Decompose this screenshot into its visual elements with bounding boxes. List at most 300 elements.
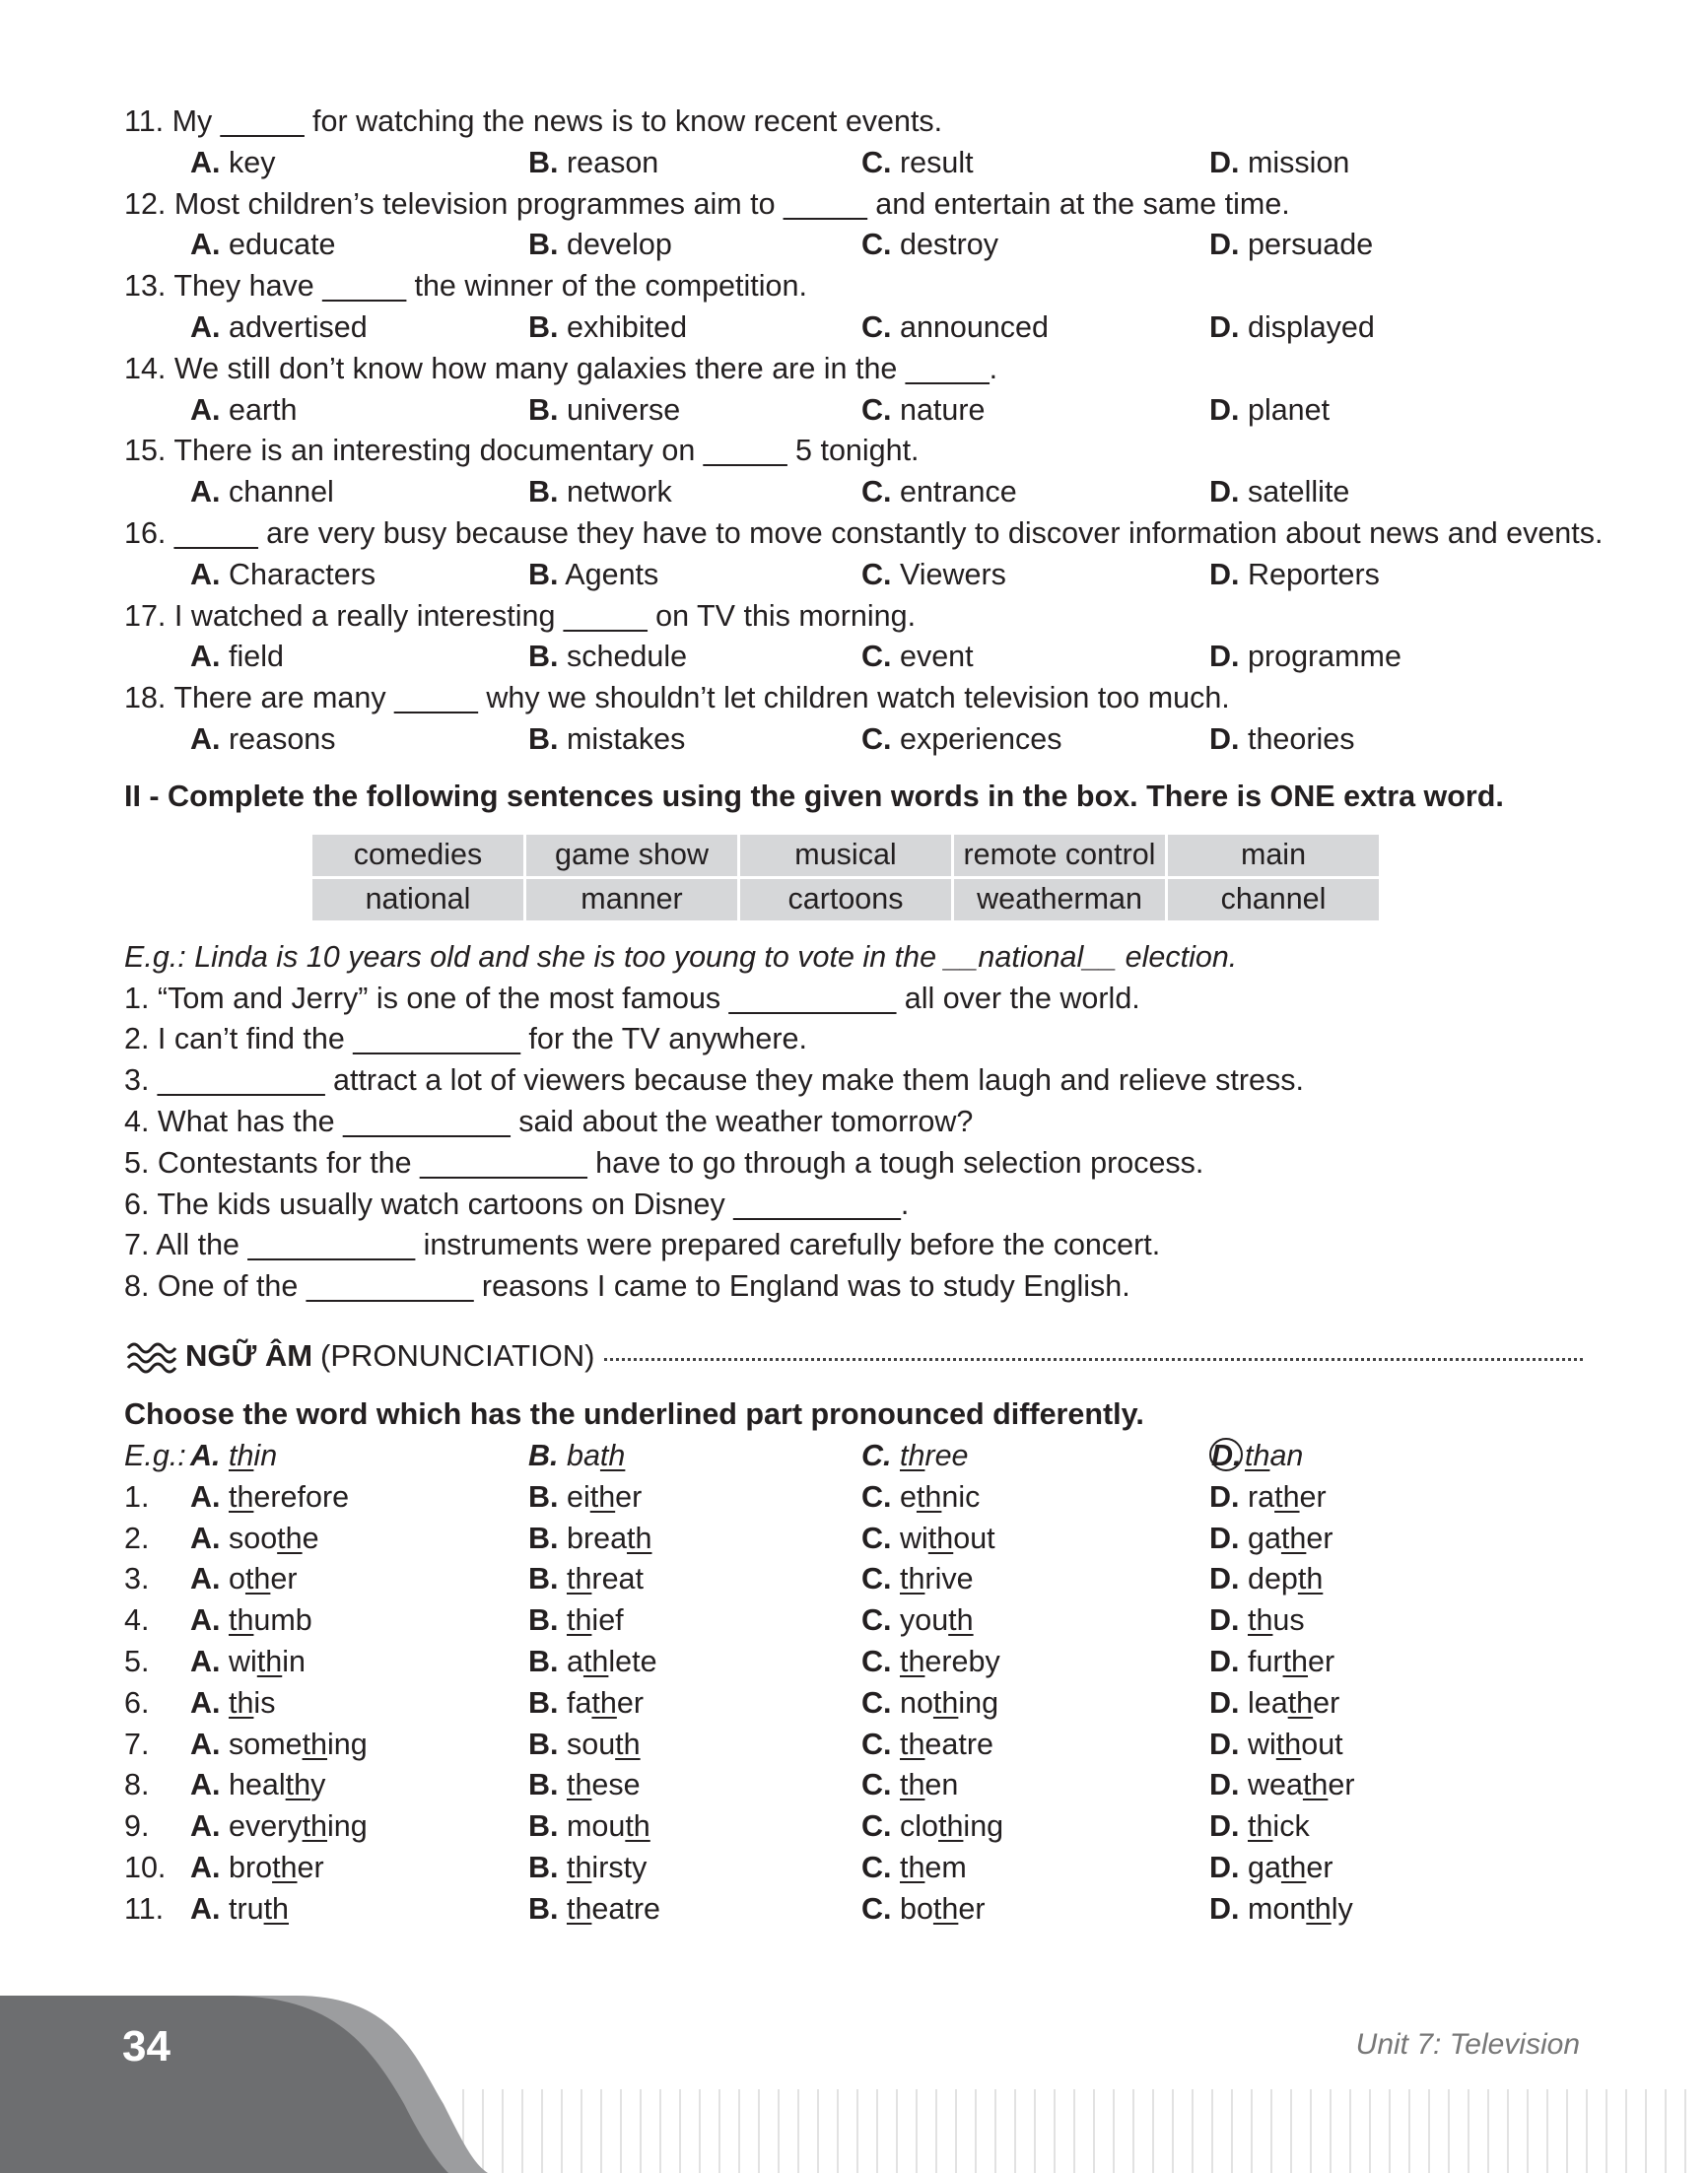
option-letter: A. bbox=[190, 1768, 221, 1802]
section-2-example: E.g.: Linda is 10 years old and she is too young to vote in the __national__ election. bbox=[124, 939, 1238, 974]
option-word bbox=[900, 1809, 1003, 1843]
word-part: ly bbox=[1331, 1891, 1353, 1926]
footer-band bbox=[0, 1996, 1708, 2173]
option-text: experiences bbox=[899, 721, 1062, 756]
word-part: er bbox=[1313, 1685, 1340, 1720]
option-text: network bbox=[566, 475, 672, 509]
option-d bbox=[1209, 1848, 1332, 1889]
option-word bbox=[1248, 1522, 1333, 1555]
underlined-part: th bbox=[599, 1438, 626, 1472]
options-row bbox=[124, 143, 1583, 184]
word-box-row bbox=[312, 879, 1379, 920]
item-number: 10. bbox=[124, 1850, 167, 1884]
underlined-part: th bbox=[937, 1809, 964, 1844]
word-part: reat bbox=[591, 1562, 644, 1596]
options-row bbox=[124, 472, 1583, 513]
option-word bbox=[229, 1892, 289, 1926]
option-letter: A. bbox=[190, 721, 221, 756]
option-letter: B. bbox=[528, 1768, 559, 1802]
pronunciation-item bbox=[124, 1519, 1583, 1560]
underlined-part: th bbox=[899, 1644, 925, 1678]
word-part: er bbox=[297, 1850, 324, 1884]
underlined-part: th bbox=[589, 1479, 616, 1514]
option-b bbox=[528, 307, 687, 349]
option-text: Agents bbox=[565, 557, 659, 591]
option-a bbox=[190, 555, 376, 596]
underlined-part: th bbox=[1245, 1438, 1270, 1472]
option-letter: C. bbox=[861, 1644, 892, 1678]
option-letter: D. bbox=[1209, 721, 1240, 756]
sentence-item: 6. The kids usually watch cartoons on Disney __________. bbox=[124, 1187, 910, 1221]
options-row bbox=[124, 225, 1583, 266]
word-box-cell: channel bbox=[1168, 879, 1379, 920]
word-part: er bbox=[1306, 1521, 1333, 1555]
word-part: bro bbox=[228, 1850, 273, 1884]
option-b bbox=[528, 1559, 644, 1600]
option-letter: C. bbox=[861, 1603, 892, 1638]
option-letter: D. bbox=[1209, 475, 1240, 509]
option-d bbox=[1209, 719, 1355, 761]
option-c bbox=[861, 1806, 1003, 1848]
underlined-part: th bbox=[263, 1891, 290, 1926]
pronunciation-item bbox=[124, 1848, 1583, 1889]
word-part: ereby bbox=[924, 1644, 1000, 1678]
option-text: Characters bbox=[228, 557, 376, 591]
option-word bbox=[567, 1562, 644, 1596]
option-d bbox=[1209, 555, 1380, 596]
option-word bbox=[229, 1851, 324, 1884]
word-part: lea bbox=[1247, 1685, 1288, 1720]
option-a bbox=[190, 1642, 306, 1683]
option-letter: D. bbox=[1209, 1891, 1240, 1926]
option-letter: B. bbox=[528, 1891, 559, 1926]
option-d bbox=[1209, 1765, 1355, 1806]
options-row bbox=[124, 637, 1583, 678]
option-word bbox=[229, 1728, 368, 1761]
option-word bbox=[229, 1645, 306, 1678]
option-c bbox=[861, 1559, 974, 1600]
option-letter: A. bbox=[190, 1603, 221, 1638]
option-letter: C. bbox=[861, 721, 892, 756]
option-letter: B. bbox=[528, 1479, 559, 1514]
option-a bbox=[190, 1725, 368, 1766]
option-d bbox=[1209, 143, 1349, 184]
option-word bbox=[900, 1522, 995, 1555]
option-text: theories bbox=[1247, 721, 1355, 756]
word-part: fur bbox=[1247, 1644, 1283, 1678]
item-number: 11. bbox=[124, 1891, 165, 1926]
option-text: advertised bbox=[228, 309, 368, 344]
option-word bbox=[1245, 1439, 1303, 1472]
question-stem: 11. My _____ for watching the news is to know recent events. bbox=[124, 104, 943, 138]
option-c bbox=[861, 472, 1017, 513]
option-word bbox=[229, 1768, 325, 1801]
word-part: rive bbox=[924, 1562, 974, 1596]
dotted-rule bbox=[604, 1358, 1583, 1361]
option-letter: C. bbox=[861, 392, 892, 427]
option-letter: B. bbox=[528, 392, 559, 427]
option-text: planet bbox=[1247, 392, 1331, 427]
pronunciation-subtitle: (PRONUNCIATION) bbox=[320, 1337, 595, 1373]
question-stem: 14. We still don’t know how many galaxies there are in the _____. bbox=[124, 351, 998, 385]
option-text: Reporters bbox=[1247, 557, 1380, 591]
option-text: reason bbox=[566, 145, 659, 179]
option-letter: B. bbox=[528, 1603, 559, 1638]
underlined-part: th bbox=[566, 1603, 592, 1638]
option-word bbox=[1248, 1645, 1334, 1678]
option-c bbox=[861, 555, 1006, 596]
option-a bbox=[190, 1765, 325, 1806]
option-a bbox=[190, 143, 275, 184]
option-letter: B. bbox=[528, 1809, 559, 1844]
answer-circle: D. bbox=[1211, 1438, 1242, 1472]
option-text: universe bbox=[566, 392, 681, 427]
underlined-part: th bbox=[899, 1727, 925, 1761]
word-part: bo bbox=[899, 1891, 933, 1926]
option-word bbox=[229, 1522, 319, 1555]
option-word bbox=[900, 1686, 998, 1720]
word-part: soo bbox=[228, 1521, 278, 1555]
option-letter: D. bbox=[1209, 392, 1240, 427]
sentence-item: 3. __________ attract a lot of viewers because they make them laugh and relieve stress. bbox=[124, 1063, 1304, 1098]
option-text: event bbox=[899, 640, 974, 674]
word-part: tru bbox=[228, 1891, 264, 1926]
option-letter: D. bbox=[1209, 640, 1240, 674]
underlined-part: th bbox=[1280, 1521, 1307, 1555]
word-part: umb bbox=[253, 1603, 312, 1638]
option-b bbox=[528, 1765, 641, 1806]
option-c bbox=[861, 637, 974, 678]
underlined-part: th bbox=[582, 1644, 609, 1678]
option-a bbox=[190, 1559, 298, 1600]
underlined-part: th bbox=[625, 1809, 650, 1844]
word-part: er bbox=[1306, 1850, 1333, 1884]
word-part: ing bbox=[958, 1685, 999, 1720]
option-word bbox=[1248, 1562, 1323, 1596]
option-letter: A. bbox=[190, 1521, 221, 1555]
word-box-cell: cartoons bbox=[740, 879, 951, 920]
option-a bbox=[190, 390, 298, 432]
word-part: er bbox=[958, 1891, 986, 1926]
pronunciation-item bbox=[124, 1889, 1583, 1931]
option-b bbox=[528, 719, 685, 761]
option-d bbox=[1209, 307, 1375, 349]
option-a bbox=[190, 1889, 289, 1931]
word-part: every bbox=[228, 1809, 303, 1844]
word-part: in bbox=[282, 1644, 306, 1678]
option-letter: C. bbox=[861, 1479, 892, 1514]
word-part: irsty bbox=[591, 1850, 648, 1884]
word-part: er bbox=[1308, 1644, 1335, 1678]
option-letter: D. bbox=[1209, 557, 1240, 591]
pronunciation-title: NGỮ ÂM bbox=[185, 1337, 313, 1373]
option-text: mission bbox=[1247, 145, 1350, 179]
option-letter: B. bbox=[528, 145, 559, 179]
option-d bbox=[1209, 1806, 1310, 1848]
option-letter: B. bbox=[528, 1521, 559, 1555]
sentence-item: 1. “Tom and Jerry” is one of the most famous __________ all over the world. bbox=[124, 981, 1140, 1015]
underlined-part: th bbox=[566, 1891, 592, 1926]
option-word bbox=[900, 1603, 974, 1637]
sentence-item: 4. What has the __________ said about the weather tomorrow? bbox=[124, 1104, 974, 1138]
option-b bbox=[528, 1725, 641, 1766]
underlined-part: th bbox=[1275, 1727, 1302, 1761]
word-box-cell: manner bbox=[526, 879, 737, 920]
underlined-part: th bbox=[1274, 1479, 1300, 1514]
option-d bbox=[1209, 637, 1401, 678]
option-letter: A. bbox=[190, 392, 221, 427]
option-letter: D. bbox=[1209, 1644, 1240, 1678]
underlined-part: th bbox=[228, 1685, 254, 1720]
option-c bbox=[861, 1477, 980, 1519]
option-b bbox=[528, 1889, 660, 1931]
option-text: channel bbox=[228, 475, 334, 509]
option-letter: B. bbox=[528, 309, 559, 344]
option-c bbox=[861, 390, 985, 432]
underlined-part: th bbox=[1302, 1768, 1329, 1802]
option-text: destroy bbox=[899, 228, 999, 262]
underlined-part: th bbox=[272, 1850, 298, 1884]
option-d bbox=[1209, 1642, 1334, 1683]
option-letter: B. bbox=[528, 721, 559, 756]
example-option-a bbox=[190, 1436, 277, 1477]
option-letter: C. bbox=[861, 1768, 892, 1802]
word-part: ing bbox=[327, 1727, 368, 1761]
underlined-part: th bbox=[1297, 1562, 1324, 1596]
word-part: wi bbox=[228, 1644, 257, 1678]
option-word bbox=[567, 1728, 641, 1761]
option-word bbox=[1248, 1480, 1327, 1514]
option-word bbox=[900, 1480, 980, 1514]
underlined-part: th bbox=[566, 1768, 592, 1802]
option-b bbox=[528, 143, 658, 184]
word-part: ing bbox=[327, 1809, 368, 1844]
option-word bbox=[567, 1768, 641, 1801]
option-word bbox=[1248, 1728, 1343, 1761]
option-letter: C. bbox=[861, 1562, 892, 1596]
word-part: em bbox=[924, 1850, 967, 1884]
item-number: 1. bbox=[124, 1479, 150, 1514]
option-letter: A. bbox=[190, 145, 221, 179]
underlined-part: th bbox=[228, 1479, 254, 1514]
underlined-part: th bbox=[302, 1809, 328, 1844]
underlined-part: th bbox=[899, 1850, 925, 1884]
option-b bbox=[528, 472, 672, 513]
word-part: out bbox=[1301, 1727, 1343, 1761]
option-letter: A. bbox=[190, 1438, 221, 1472]
pronunciation-heading bbox=[124, 1329, 1583, 1383]
underlined-part: th bbox=[591, 1685, 617, 1720]
option-c bbox=[861, 1683, 998, 1725]
option-letter: B. bbox=[528, 1727, 559, 1761]
option-word bbox=[1248, 1603, 1305, 1637]
option-word bbox=[900, 1439, 969, 1472]
word-part: ese bbox=[591, 1768, 641, 1802]
option-letter: D. bbox=[1209, 1562, 1240, 1596]
option-b bbox=[528, 1519, 651, 1560]
question-stem: 16. _____ are very busy because they have to move constantly to discover information about news and events. bbox=[124, 515, 1604, 550]
underlined-part: th bbox=[285, 1768, 311, 1802]
word-part: wea bbox=[1247, 1768, 1303, 1802]
option-a bbox=[190, 472, 334, 513]
underlined-part: th bbox=[948, 1603, 974, 1638]
word-part: ra bbox=[1247, 1479, 1275, 1514]
option-text: Viewers bbox=[899, 557, 1006, 591]
option-letter: C. bbox=[861, 1521, 892, 1555]
option-b bbox=[528, 1477, 642, 1519]
word-part: nic bbox=[941, 1479, 981, 1514]
option-c bbox=[861, 225, 998, 266]
option-a bbox=[190, 307, 368, 349]
option-letter: D. bbox=[1209, 228, 1240, 262]
option-word bbox=[1248, 1851, 1333, 1884]
options-row bbox=[124, 307, 1583, 349]
option-letter: D. bbox=[1209, 1809, 1240, 1844]
word-part: sou bbox=[566, 1727, 616, 1761]
question-stem: 12. Most children’s television programmes aim to _____ and entertain at the same time. bbox=[124, 186, 1290, 221]
item-number: 7. bbox=[124, 1727, 150, 1761]
option-text: satellite bbox=[1247, 475, 1350, 509]
word-part: mou bbox=[566, 1809, 626, 1844]
option-letter: C. bbox=[861, 228, 892, 262]
underlined-part: th bbox=[932, 1685, 959, 1720]
option-a bbox=[190, 1519, 319, 1560]
question-stem: 17. I watched a really interesting _____ on TV this morning. bbox=[124, 598, 917, 633]
option-word bbox=[900, 1728, 993, 1761]
option-letter: A. bbox=[190, 475, 221, 509]
option-b bbox=[528, 555, 658, 596]
option-letter: D. bbox=[1209, 1685, 1240, 1720]
underlined-part: th bbox=[899, 1768, 925, 1802]
pronunciation-item bbox=[124, 1559, 1583, 1600]
option-letter: A. bbox=[190, 228, 221, 262]
options-row bbox=[124, 390, 1583, 432]
pronunciation-item bbox=[124, 1765, 1583, 1806]
word-part: us bbox=[1272, 1603, 1305, 1638]
sentence-item: 8. One of the __________ reasons I came to England was to study English. bbox=[124, 1269, 1130, 1304]
option-letter: B. bbox=[528, 228, 559, 262]
word-part: er bbox=[1299, 1479, 1327, 1514]
option-letter: D. bbox=[1209, 1727, 1240, 1761]
question-stem: 15. There is an interesting documentary on _____ 5 tonight. bbox=[124, 434, 920, 468]
option-word bbox=[1248, 1892, 1353, 1926]
underlined-part: th bbox=[244, 1562, 271, 1596]
option-word bbox=[229, 1562, 298, 1596]
underlined-part: th bbox=[277, 1521, 303, 1555]
option-c bbox=[861, 307, 1049, 349]
underlined-part: th bbox=[228, 1603, 254, 1638]
item-number: 4. bbox=[124, 1603, 150, 1638]
section-2-items bbox=[124, 979, 1583, 1308]
option-b bbox=[528, 390, 680, 432]
option-d bbox=[1209, 1559, 1323, 1600]
option-c bbox=[861, 1519, 995, 1560]
option-word bbox=[229, 1480, 349, 1514]
option-word bbox=[567, 1603, 624, 1637]
word-part: en bbox=[924, 1768, 959, 1802]
word-part: some bbox=[228, 1727, 303, 1761]
unit-label: Unit 7: Television bbox=[1355, 2028, 1580, 2061]
word-part: is bbox=[253, 1685, 276, 1720]
option-word bbox=[567, 1892, 660, 1926]
option-word bbox=[567, 1809, 650, 1843]
option-d bbox=[1209, 225, 1373, 266]
option-letter: B. bbox=[528, 1562, 559, 1596]
option-letter: B. bbox=[528, 640, 559, 674]
underlined-part: th bbox=[927, 1521, 954, 1555]
word-part: erefore bbox=[253, 1479, 350, 1514]
option-word bbox=[567, 1686, 644, 1720]
options-row bbox=[124, 555, 1583, 596]
word-part: ick bbox=[1272, 1809, 1310, 1844]
option-word bbox=[229, 1439, 277, 1472]
word-part: er bbox=[1328, 1768, 1355, 1802]
item-number: 5. bbox=[124, 1644, 150, 1678]
option-letter: A. bbox=[190, 1644, 221, 1678]
word-part: an bbox=[1269, 1438, 1304, 1472]
option-letter: D. bbox=[1209, 145, 1240, 179]
word-part: brea bbox=[566, 1521, 628, 1555]
option-c bbox=[861, 1765, 958, 1806]
word-part: ei bbox=[566, 1479, 590, 1514]
option-letter: C. bbox=[861, 1850, 892, 1884]
option-letter: B. bbox=[528, 557, 559, 591]
example-option-d bbox=[1209, 1436, 1303, 1477]
option-word bbox=[229, 1603, 312, 1637]
underlined-part: th bbox=[566, 1562, 592, 1596]
word-part: ga bbox=[1247, 1850, 1281, 1884]
option-letter: C. bbox=[861, 640, 892, 674]
underlined-part: th bbox=[932, 1891, 959, 1926]
option-letter: C. bbox=[861, 1727, 892, 1761]
option-b bbox=[528, 1683, 644, 1725]
option-text: result bbox=[899, 145, 974, 179]
option-word bbox=[900, 1645, 1000, 1678]
option-letter: B. bbox=[528, 475, 559, 509]
sentence-item: 5. Contestants for the __________ have to go through a tough selection process. bbox=[124, 1145, 1204, 1180]
word-part: clo bbox=[899, 1809, 938, 1844]
underlined-part: th bbox=[1247, 1603, 1273, 1638]
option-b bbox=[528, 1806, 650, 1848]
word-part: ing bbox=[963, 1809, 1004, 1844]
example-option-c bbox=[861, 1436, 969, 1477]
option-word bbox=[900, 1562, 974, 1596]
option-word bbox=[567, 1480, 642, 1514]
option-letter: A. bbox=[190, 1479, 221, 1514]
word-part: lete bbox=[608, 1644, 657, 1678]
word-part: ree bbox=[924, 1438, 969, 1472]
example-option-b bbox=[528, 1436, 625, 1477]
option-b bbox=[528, 1848, 647, 1889]
option-letter: C. bbox=[861, 475, 892, 509]
option-a bbox=[190, 1848, 324, 1889]
word-part: no bbox=[899, 1685, 933, 1720]
option-letter: D. bbox=[1209, 1850, 1240, 1884]
option-a bbox=[190, 719, 336, 761]
word-part: ief bbox=[591, 1603, 624, 1638]
word-part: eatre bbox=[924, 1727, 993, 1761]
word-part: wi bbox=[1247, 1727, 1276, 1761]
option-word bbox=[900, 1851, 967, 1884]
pronunciation-item bbox=[124, 1806, 1583, 1848]
item-number: 3. bbox=[124, 1562, 150, 1596]
word-part: er bbox=[616, 1685, 644, 1720]
option-d bbox=[1209, 1889, 1353, 1931]
word-box-cell: game show bbox=[526, 835, 737, 876]
underlined-part: th bbox=[899, 1562, 925, 1596]
word-part: o bbox=[228, 1562, 245, 1596]
item-number: 9. bbox=[124, 1809, 150, 1844]
